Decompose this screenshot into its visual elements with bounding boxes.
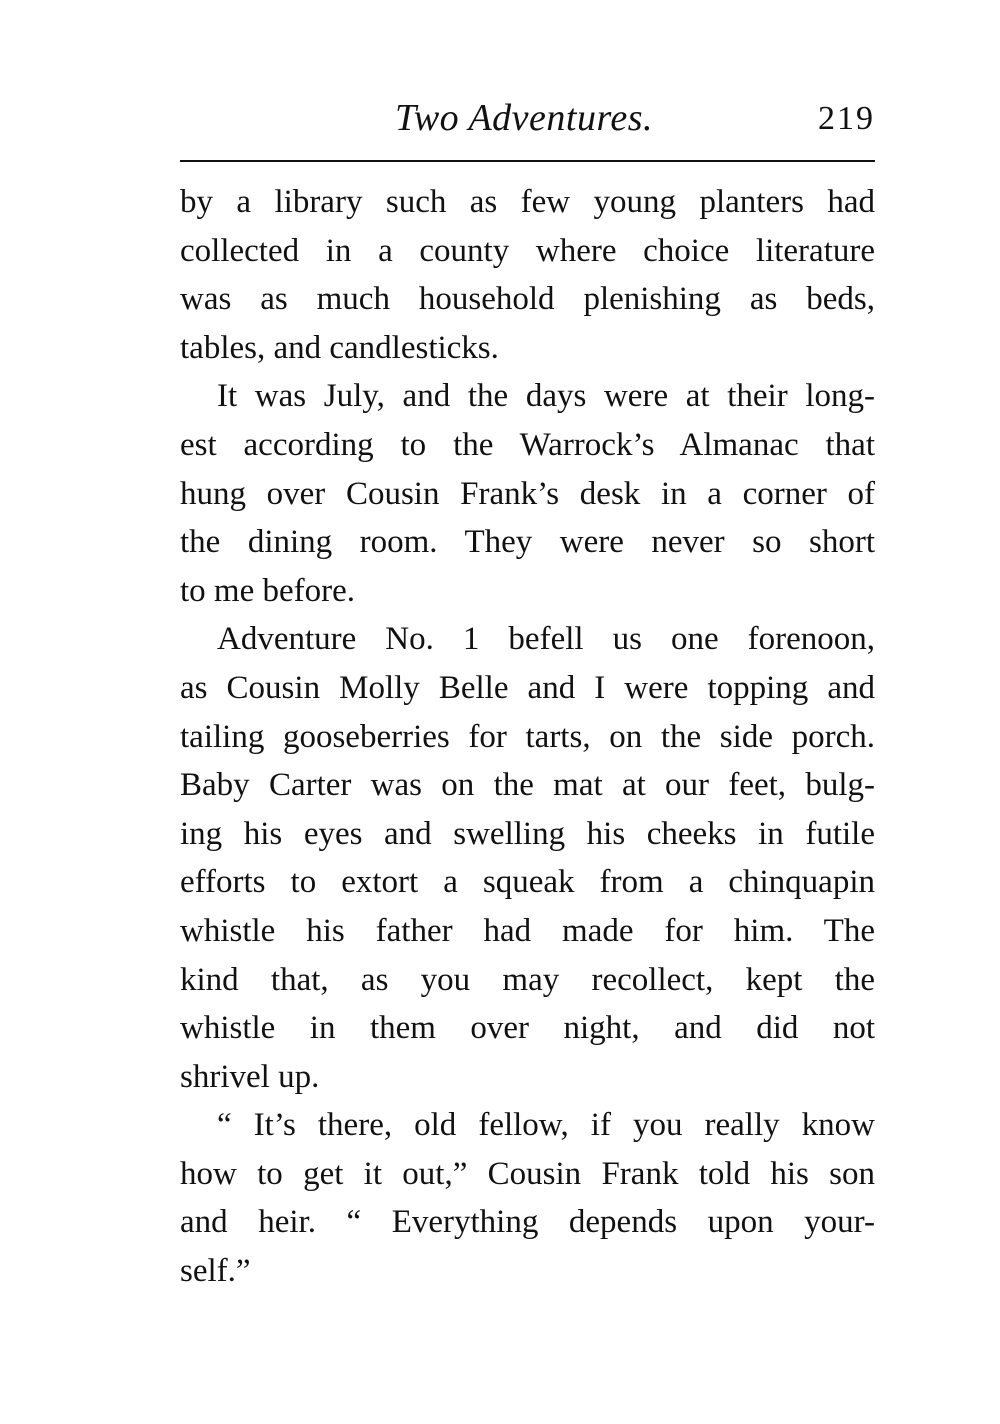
text-line: Adventure No. 1 befell us one forenoon,: [217, 621, 875, 658]
text-line: whistle in them over night, and did not: [180, 1010, 875, 1047]
text-line: and heir. “ Everything depends upon your-: [180, 1204, 875, 1241]
text-line: efforts to extort a squeak from a chinquapin: [180, 864, 875, 901]
text-line: kind that, as you may recollect, kept the: [180, 961, 875, 998]
text-line: to me before.: [180, 572, 356, 609]
header-rule: [180, 160, 875, 162]
text-line: hung over Cousin Frank’s desk in a corner of: [180, 475, 875, 512]
text-line: Baby Carter was on the mat at our feet, bulg-: [180, 767, 875, 804]
text-line: as Cousin Molly Belle and I were topping and: [180, 669, 875, 706]
body-text: [180, 178, 875, 1296]
text-line: was as much household plenishing as beds,: [180, 281, 875, 318]
page-number: 219: [818, 100, 875, 137]
text-line: whistle his father had made for him. The: [180, 912, 875, 949]
text-line: collected in a county where choice literature: [180, 232, 875, 269]
text-line: tailing gooseberries for tarts, on the side porch.: [180, 718, 875, 755]
text-line: self.”: [180, 1253, 251, 1290]
text-line: the dining room. They were never so short: [180, 524, 875, 561]
text-line: “ It’s there, old fellow, if you really know: [217, 1107, 875, 1144]
text-line: est according to the Warrock’s Almanac that: [180, 426, 875, 463]
text-line: shrivel up.: [180, 1058, 320, 1095]
running-head: [180, 96, 875, 156]
text-line: how to get it out,” Cousin Frank told his son: [180, 1155, 875, 1192]
text-line: tables, and candlesticks.: [180, 329, 499, 366]
text-line: by a library such as few young planters had: [180, 184, 875, 220]
text-line: It was July, and the days were at their long-: [217, 378, 875, 415]
text-line: ing his eyes and swelling his cheeks in futile: [180, 815, 875, 852]
running-title: Two Adventures.: [395, 97, 654, 139]
